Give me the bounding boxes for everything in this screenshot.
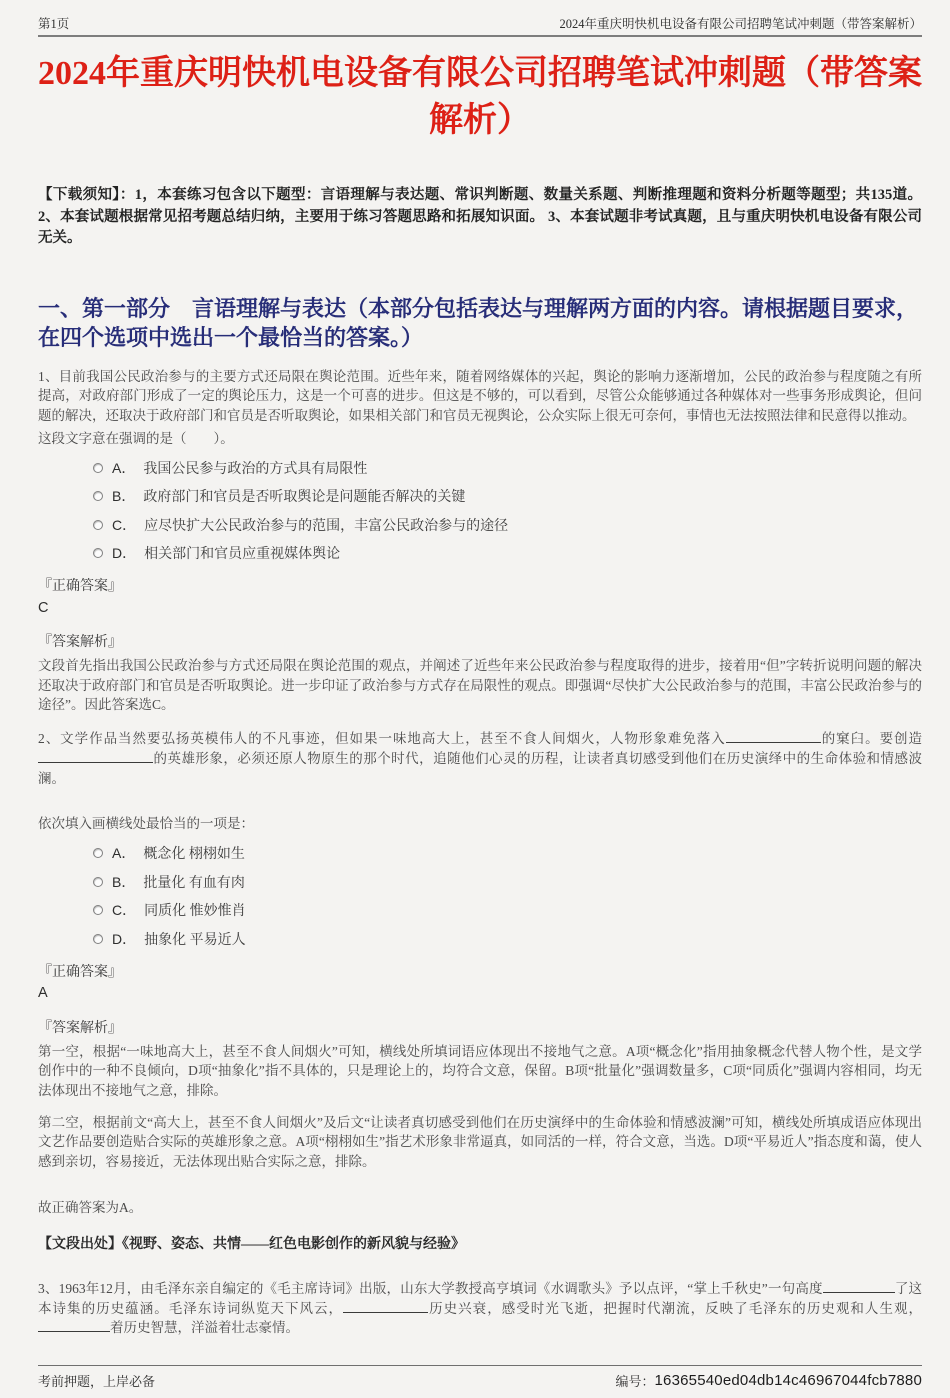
running-title: 2024年重庆明快机电设备有限公司招聘笔试冲刺题（带答案解析） [559, 17, 922, 31]
option-letter: A． [112, 459, 136, 476]
radio-button[interactable] [93, 491, 103, 501]
question-2-answer-label: 『正确答案』 [38, 964, 122, 980]
question-1-prompt: 这段文字意在强调的是（ ）。 [38, 430, 234, 446]
question-2-analysis-2: 第二空，根据前文“高大上，甚至不食人间烟火”及后文“让读者真切感受到他们在历史演绎中的生命体验和情感波澜”可知，横线处所填成语应体现出文艺作品要创造贴合实际的英雄形象之意。A项“栩栩如生”指艺术形象非常逼真，如同活的一样，符合文意，当选。D项“平易近人”指态度和蔼，使人感到亲切，容易接近，无法体现出贴合实际之意，排除。 [38, 1114, 922, 1170]
blank-line [823, 1280, 895, 1293]
stem-text: 的窠臼。要创造 [820, 731, 923, 747]
question-2-option-b[interactable] [93, 872, 922, 892]
question-2-prompt: 依次填入画横线处最恰当的一项是： [38, 816, 254, 832]
question-1-option-b[interactable] [93, 486, 922, 506]
question-1-analysis: 文段首先指出我国公民政治参与方式还局限在舆论范围的观点，并阐述了近些年来公民政治参与程度取得的进步，接着用“但”字转折说明问题的解决还取决于政府部门和官员是否听取舆论。进一步印证了政治参与方式存在局限性的观点。即强调“尽快扩大公民政治参与的范围，丰富公民政治参与的途径”。因此答案选C。 [38, 658, 922, 713]
page-number: 第1页 [38, 17, 70, 31]
option-letter: B． [112, 488, 136, 505]
option-text: 抽象化 平易近人 [144, 932, 246, 948]
blank-line [343, 1300, 428, 1313]
question-2-analysis-label: 『答案解析』 [38, 1020, 122, 1036]
radio-button[interactable] [93, 520, 103, 530]
footer-slogan: 考前押题，上岸必备 [38, 1373, 156, 1389]
radio-button[interactable] [93, 548, 103, 558]
stem-text: 3、1963年12月，由毛泽东亲自编定的《毛主席诗词》出版，山东大学教授高亨填词《水调歌头》予以点评，“掌上千秋史”一句高度 [38, 1280, 823, 1296]
radio-button[interactable] [93, 463, 103, 473]
question-3-stem [38, 1279, 922, 1338]
question-2-analysis-1: 第一空，根据“一味地高大上，甚至不食人间烟火”可知，横线处所填词语应体现出不接地气之意。A项“概念化”指用抽象概念代替人物个性，是文学创作中的一种不良倾向，D项“抽象化”指不具体的，只是理论上的，均符合文意，保留。B项“批量化”强调数量多，C项“同质化”强调内容相同，均无法体现出不接地气之意，排除。 [38, 1043, 922, 1099]
question-2-option-a[interactable] [93, 844, 922, 864]
option-text: 相关部门和官员应重视媒体舆论 [144, 547, 341, 563]
stem-text: 了这本诗集的历史蕴涵。毛泽东诗词纵览天下风云， [38, 1280, 922, 1316]
question-1-option-c[interactable] [93, 515, 922, 535]
radio-button[interactable] [93, 934, 103, 944]
page-header [38, 0, 922, 37]
blank-line [726, 730, 821, 743]
stem-text: 着历史智慧，洋溢着壮志豪情。 [110, 1320, 299, 1336]
option-text: 我国公民参与政治的方式具有局限性 [143, 461, 368, 477]
option-text: 同质化 惟妙惟肖 [144, 904, 246, 920]
download-notice: 【下载须知】：1，本套练习包含以下题型：言语理解与表达题、常识判断题、数量关系题、判断推理题和资料分析题等题型；共135道。 2、本套试题根据常见招考题总结归纳，主要用于练习答题思路和拓展知识面。 3、本套试题非考试真题，且与重庆明快机电设备有限公司无关。 [38, 186, 922, 247]
option-letter: B． [112, 873, 136, 890]
document-title: 2024年重庆明快机电设备有限公司招聘笔试冲刺题（带答案解析） [38, 55, 922, 139]
question-2-conclusion: 故正确答案为A。 [38, 1199, 143, 1215]
question-1-analysis-label: 『答案解析』 [38, 635, 122, 651]
option-text: 概念化 栩栩如生 [143, 847, 245, 863]
question-1-stem: 1、目前我国公民政治参与的主要方式还局限在舆论范围。近些年来，随着网络媒体的兴起，舆论的影响力逐渐增加，公民的政治参与程度随之有所提高，对政府部门形成了一定的舆论压力，这是一个可喜的进步。但这是不够的，可以看到，尽管公众能够通过各种媒体对一些事务形成舆论，但问题的解决，还取决于政府部门和官员是否听取舆论，如果相关部门和官员无视舆论，公众实际上很无可奈何，事情也无法按照法律和民意得以推动。 [38, 368, 922, 423]
option-text: 政府部门和官员是否听取舆论是问题能否解决的关键 [143, 490, 466, 506]
stem-text: 2、文学作品当然要弘扬英模伟人的不凡事迹，但如果一味地高大上，甚至不食人间烟火，人物形象难免落入 [38, 731, 726, 747]
stem-text: 历史兴衰，感受时光飞逝，把握时代潮流，反映了毛泽东的历史观和人生观， [428, 1300, 923, 1316]
question-2-option-c[interactable] [93, 901, 922, 921]
option-letter: C． [112, 902, 137, 919]
option-text: 批量化 有血有肉 [143, 875, 245, 891]
radio-button[interactable] [93, 905, 103, 915]
question-1-option-a[interactable] [93, 458, 922, 478]
stem-text: 的英雄形象，必须还原人物原生的那个时代，追随他们心灵的历程，让读者真切感受到他们在历史演绎中的生命体验和情感波澜。 [38, 750, 922, 786]
serial-number: 16365540ed04db14c46967044fcb7880 [654, 1371, 922, 1389]
question-1-options [93, 458, 922, 563]
radio-button[interactable] [93, 877, 103, 887]
blank-line [38, 750, 153, 763]
option-letter: D． [112, 930, 137, 947]
question-1-answer-label: 『正确答案』 [38, 578, 122, 594]
question-2-option-d[interactable] [93, 929, 922, 949]
option-letter: D． [112, 545, 137, 562]
option-letter: A． [112, 845, 136, 862]
question-2-options [93, 844, 922, 949]
option-text: 应尽快扩大公民政治参与的范围，丰富公民政治参与的途径 [144, 518, 509, 534]
question-2-source: 【文段出处】《视野、姿态、共情——红色电影创作的新风貌与经验》 [38, 1236, 465, 1252]
blank-line [38, 1319, 110, 1332]
question-2-stem [38, 729, 922, 788]
radio-button[interactable] [93, 848, 103, 858]
serial-label: 编号： [615, 1373, 655, 1389]
question-1-answer: C [38, 599, 49, 616]
footer-serial [615, 1371, 922, 1390]
page-footer [38, 1365, 922, 1390]
question-2-answer: A [38, 985, 48, 1002]
option-letter: C． [112, 516, 137, 533]
question-1-option-d[interactable] [93, 543, 922, 563]
section-heading: 一、第一部分 言语理解与表达（本部分包括表达与理解两方面的内容。请根据题目要求，在四个选项中选出一个最恰当的答案。） [38, 296, 919, 351]
